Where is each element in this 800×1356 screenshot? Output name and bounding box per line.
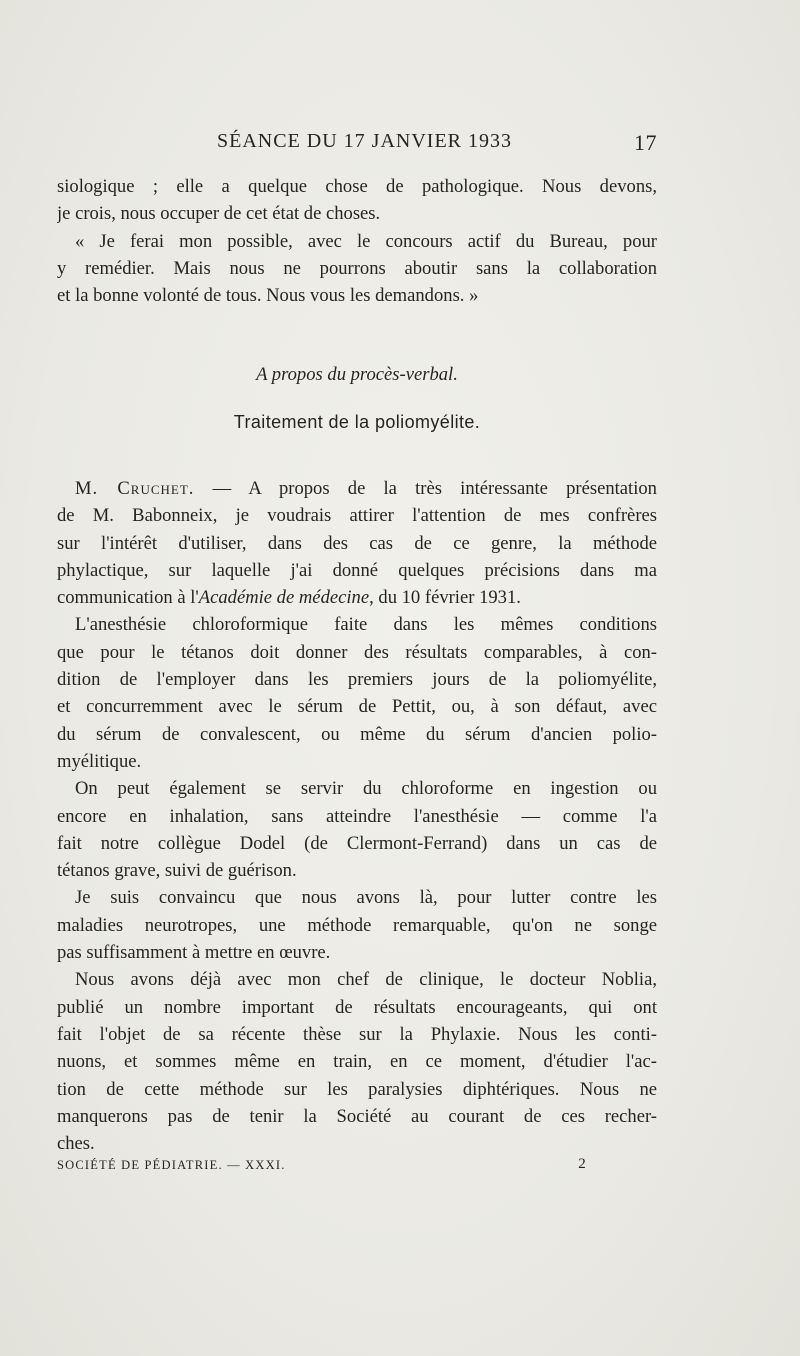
page-footer [57, 1158, 657, 1173]
text-line: dition de l'employer dans les premiers jours de la poliomyélite, [57, 669, 657, 691]
speaker-name: M. Cruchet. [75, 478, 195, 499]
text-line: tétanos grave, suivi de guérison. [57, 860, 297, 882]
text-line: Je suis convaincu que nous avons là, pour lutter contre les [75, 887, 657, 909]
signature-mark: 2 [578, 1156, 587, 1172]
text-line: L'anesthésie chloroformique faite dans les mêmes conditions [75, 614, 657, 636]
text-fragment: communication à l' [57, 587, 199, 609]
text-line: nuons, et sommes même en train, en ce moment, d'étudier l'ac- [57, 1051, 657, 1073]
running-title: SÉANCE DU 17 JANVIER 1933 [217, 130, 512, 152]
text-line: On peut également se servir du chloroforme en ingestion ou [75, 778, 657, 800]
text-fragment: , du 10 février 1931. [369, 587, 521, 609]
text-line: et concurremment avec le sérum de Pettit, ou, à son défaut, avec [57, 696, 657, 718]
text-line: sur l'intérêt d'utiliser, dans des cas de ce genre, la méthode [57, 532, 657, 554]
text-line: publié un nombre important de résultats encourageants, qui ont [57, 996, 657, 1018]
section-heading: A propos du procès-verbal. [256, 364, 458, 385]
text-line: et la bonne volonté de tous. Nous vous les demandons. » [57, 285, 479, 307]
italic-title: Académie de médecine [198, 587, 370, 609]
text-line: du sérum de convalescent, ou même du sérum d'ancien polio- [57, 723, 657, 745]
main-text [57, 475, 657, 1157]
subject-heading: Traitement de la poliomyélite. [233, 412, 481, 432]
text-fragment: — A propos de la très intéressante présentation [194, 478, 657, 499]
text-line: ches. [57, 1133, 95, 1155]
text-line: manquerons pas de tenir la Société au courant de ces recher- [57, 1105, 657, 1127]
text-line: de M. Babonneix, je voudrais attirer l'attention de mes confrères [57, 505, 657, 527]
text-line: encore en inhalation, sans atteindre l'anesthésie — comme l'a [57, 805, 657, 827]
text-line: siologique ; elle a quelque chose de pathologique. Nous devons, [57, 176, 657, 197]
text-line [57, 475, 657, 502]
text-line: myélitique. [57, 750, 142, 772]
page-header [57, 130, 657, 160]
text-line: « Je ferai mon possible, avec le concours actif du Bureau, pour [75, 230, 657, 252]
text-line: pas suffisamment à mettre en œuvre. [57, 942, 331, 964]
text-line [57, 584, 657, 611]
opening-paragraphs [57, 173, 657, 309]
text-line: tion de cette méthode sur les paralysies diphtériques. Nous ne [57, 1078, 657, 1100]
text-line: fait l'objet de sa récente thèse sur la Phylaxie. Nous les conti- [57, 1023, 657, 1045]
text-line: Nous avons déjà avec mon chef de clinique, le docteur Noblia, [75, 969, 657, 991]
journal-footer: SOCIÉTÉ DE PÉDIATRIE. — XXXI. [57, 1158, 286, 1172]
text-line: je crois, nous occuper de cet état de choses. [57, 203, 381, 225]
text-line: y remédier. Mais nous ne pourrons aboutir sans la collaboration [57, 257, 657, 279]
text-line: fait notre collègue Dodel (de Clermont-Ferrand) dans un cas de [57, 832, 657, 854]
page-number: 17 [634, 130, 657, 155]
text-line: maladies neurotropes, une méthode remarquable, qu'on ne songe [57, 914, 657, 936]
text-line: phylactique, sur laquelle j'ai donné quelques précisions dans ma [57, 559, 657, 581]
text-line: que pour le tétanos doit donner des résultats comparables, à con- [57, 641, 657, 663]
